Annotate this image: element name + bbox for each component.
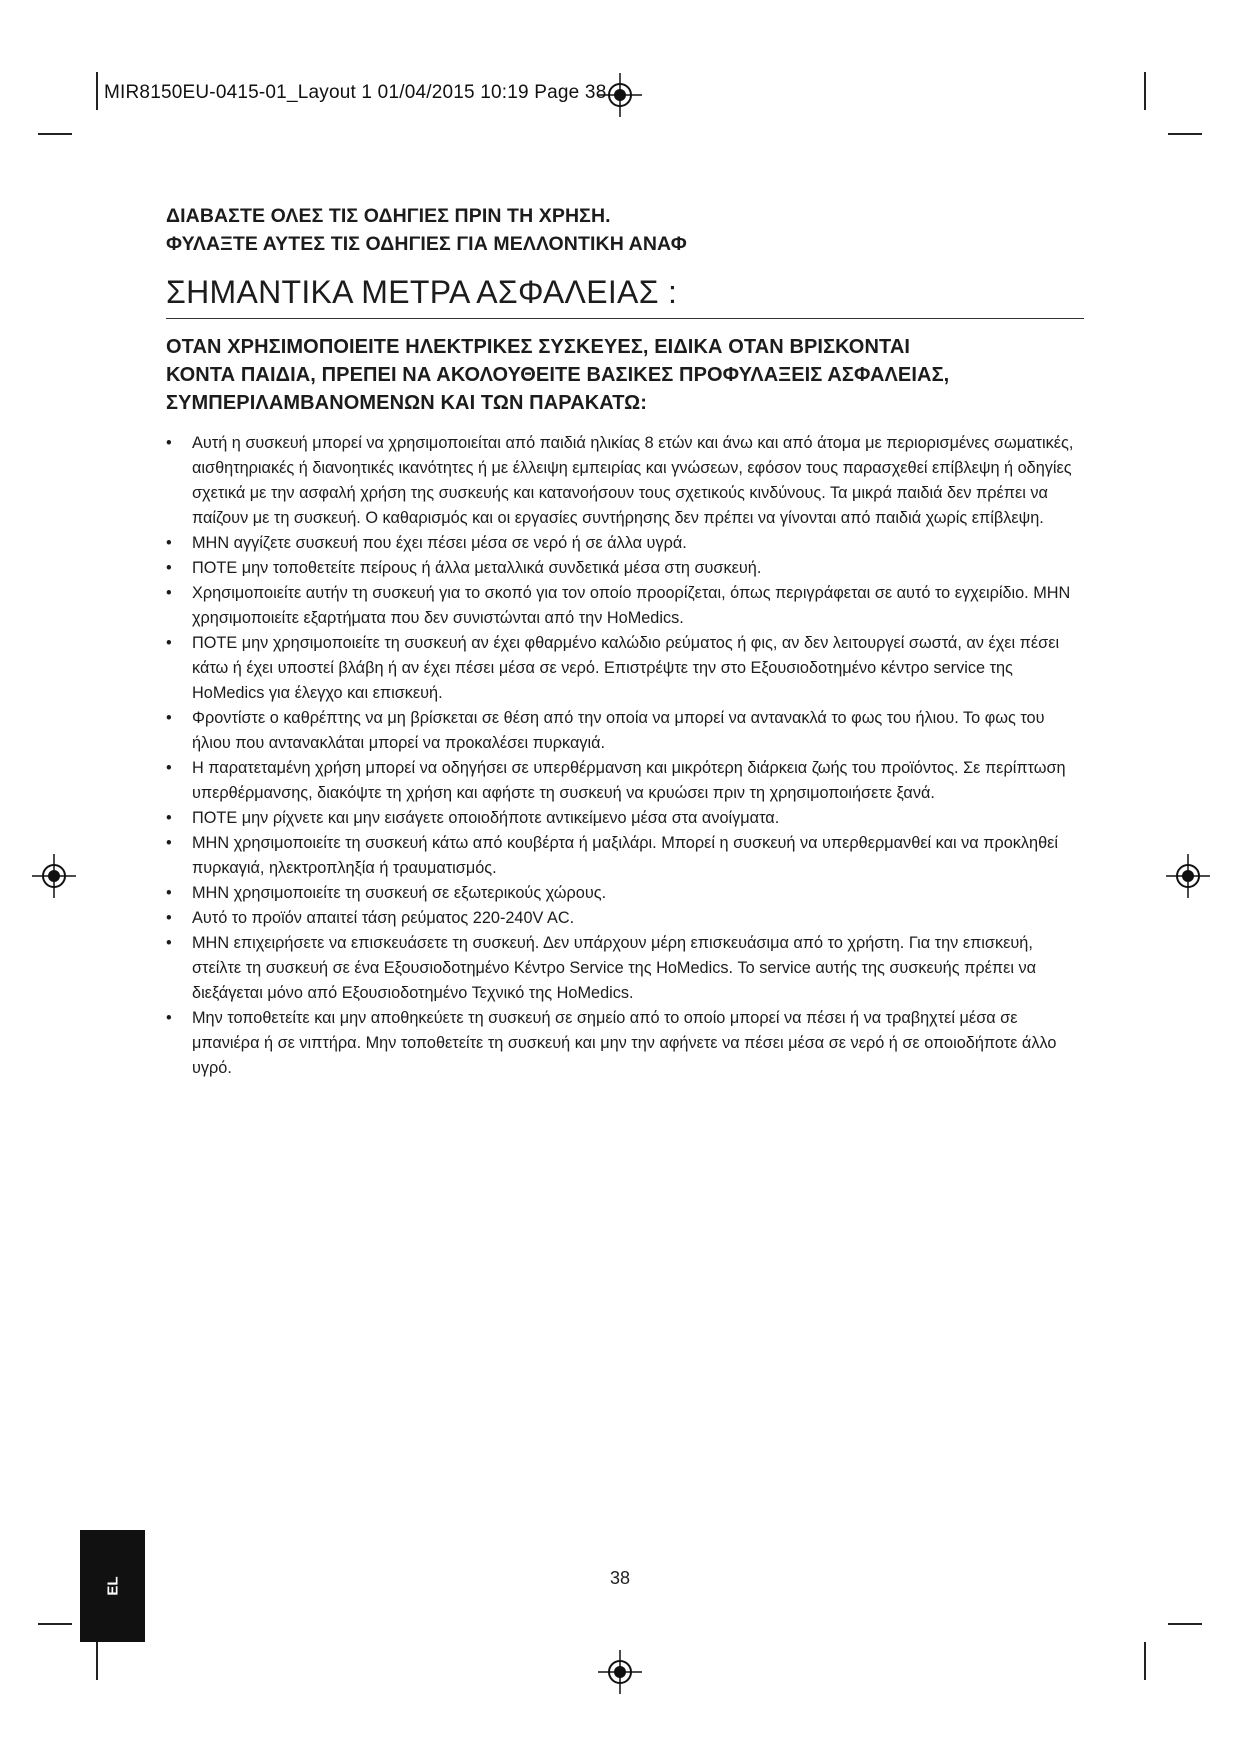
- crop-mark-top-left-horizontal: [38, 133, 72, 135]
- bullet-marker: •: [166, 934, 172, 952]
- crop-mark-top-right-horizontal: [1168, 133, 1202, 135]
- list-item-text: Φροντίστε ο καθρέπτης να μη βρίσκεται σε θέση από την οποία να μπορεί να αντανακλά το φως του ήλιου. Το φως του ήλιου που αντανακλάται μπορεί να προκαλέσει πυρκαγιά.: [192, 709, 1045, 752]
- list-item: [166, 806, 1084, 831]
- list-item: [166, 906, 1084, 931]
- warning-line-2: ΚΟΝΤΑ ΠΑΙΔΙΑ, ΠΡΕΠΕΙ ΝΑ ΑΚΟΛΟΥΘΕΙΤΕ ΒΑΣΙΚΕΣ ΠΡΟΦΥΛΑΞΕΙΣ ΑΣΦΑΛΕΙΑΣ,: [166, 364, 950, 386]
- list-item: [166, 556, 1084, 581]
- crop-mark-top-left-vertical: [96, 72, 98, 110]
- list-item-text: Αυτή η συσκευή μπορεί να χρησιμοποιείται από παιδιά ηλικίας 8 ετών και άνω και από άτομα με περιορισμένες σωματικές, αισθητηριακές ή διανοητικές ικανότητες ή με έλλειψη εμπειρίας και γνώσεων, εφόσον τους παρασχεθεί επίβλεψη ή οδηγίες σχετικά με την ασφαλή χρήση της συσκευής και κατανοήσουν τους σχετικούς κινδύνους. Τα μικρά παιδιά δεν πρέπει να παίζουν με τη συσκευή. Ο καθαρισμός και οι εργασίες συντήρησης δεν πρέπει να γίνονται από παιδιά χωρίς επίβλεψη.: [192, 434, 1074, 527]
- page-number: 38: [609, 1568, 631, 1588]
- list-item-text: ΜΗΝ χρησιμοποιείτε τη συσκευή κάτω από κουβέρτα ή μαξιλάρι. Μπορεί η συσκευή να υπερθερμανθεί και να προκληθεί πυρκαγιά, ηλεκτροπληξία ή τραυματισμός.: [192, 834, 1059, 877]
- list-item: [166, 706, 1084, 756]
- registration-mark-icon-top: [598, 73, 642, 117]
- list-item: [166, 1006, 1084, 1081]
- intro-heading: [166, 202, 1084, 258]
- section-title: ΣΗΜΑΝΤΙΚΑ ΜΕΤΡΑ ΑΣΦΑΛΕΙΑΣ :: [166, 272, 1084, 319]
- bullet-marker: •: [166, 559, 172, 577]
- language-tab: [80, 1530, 145, 1642]
- list-item: [166, 931, 1084, 1006]
- crop-mark-bottom-right-horizontal: [1168, 1623, 1202, 1625]
- registration-mark-icon-left: [32, 854, 76, 898]
- bullet-marker: •: [166, 534, 172, 552]
- warning-line-3: ΣΥΜΠΕΡΙΛΑΜΒΑΝΟΜΕΝΩΝ ΚΑΙ ΤΩΝ ΠΑΡΑΚΑΤΩ:: [166, 392, 648, 414]
- list-item: [166, 831, 1084, 881]
- list-item-text: ΠΟΤΕ μην ρίχνετε και μην εισάγετε οποιοδήποτε αντικείμενο μέσα στα ανοίγματα.: [192, 809, 780, 827]
- main-content: [166, 202, 1084, 1081]
- warning-line-1: ΟΤΑΝ ΧΡΗΣΙΜΟΠΟΙΕΙΤΕ ΗΛΕΚΤΡΙΚΕΣ ΣΥΣΚΕΥΕΣ, ΕΙΔΙΚΑ ΟΤΑΝ ΒΡΙΣΚΟΝΤΑΙ: [166, 336, 911, 358]
- language-tab-label: EL: [104, 1576, 121, 1596]
- crop-mark-top-right-vertical: [1144, 72, 1146, 110]
- list-item: [166, 431, 1084, 531]
- list-item-text: Η παρατεταμένη χρήση μπορεί να οδηγήσει σε υπερθέρμανση και μικρότερη διάρκεια ζωής του προϊόντος. Σε περίπτωση υπερθέρμανσης, διακόψτε τη χρήση και αφήστε τη συσκευή να κρυώσει πριν τη χρησιμοποιήσετε ξανά.: [192, 759, 1066, 802]
- list-item-text: Μην τοποθετείτε και μην αποθηκεύετε τη συσκευή σε σημείο από το οποίο μπορεί να πέσει ή να τραβηχτεί μέσα σε μπανιέρα ή σε νιπτήρα. Μην τοποθετείτε τη συσκευή και μην την αφήνετε να πέσει μέσα σε νερό ή σε οποιοδήποτε άλλο υγρό.: [192, 1009, 1057, 1077]
- warning-heading: [166, 333, 1084, 417]
- bullet-marker: •: [166, 809, 172, 827]
- bullet-marker: •: [166, 909, 172, 927]
- crop-mark-bottom-left-horizontal: [38, 1623, 72, 1625]
- intro-line-2: ΦΥΛΑΞΤΕ ΑΥΤΕΣ ΤΙΣ ΟΔΗΓΙΕΣ ΓΙΑ ΜΕΛΛΟΝΤΙΚΗ ΑΝΑΦ: [166, 233, 687, 255]
- list-item: [166, 581, 1084, 631]
- registration-mark-icon-bottom: [598, 1650, 642, 1694]
- list-item: [166, 531, 1084, 556]
- list-item: [166, 631, 1084, 706]
- list-item-text: ΜΗΝ αγγίζετε συσκευή που έχει πέσει μέσα σε νερό ή σε άλλα υγρά.: [192, 534, 687, 552]
- list-item: [166, 881, 1084, 906]
- bullet-marker: •: [166, 634, 172, 652]
- bullet-marker: •: [166, 759, 172, 777]
- list-item: [166, 756, 1084, 806]
- bullet-marker: •: [166, 834, 172, 852]
- crop-mark-bottom-right-vertical: [1144, 1642, 1146, 1680]
- list-item-text: Χρησιμοποιείτε αυτήν τη συσκευή για το σκοπό για τον οποίο προορίζεται, όπως περιγράφεται σε αυτό το εγχειρίδιο. ΜΗΝ χρησιμοποιείτε εξαρτήματα που δεν συνιστώνται από την HoMedics.: [192, 584, 1071, 627]
- list-item-text: ΠΟΤΕ μην χρησιμοποιείτε τη συσκευή αν έχει φθαρμένο καλώδιο ρεύματος ή φις, αν δεν λειτουργεί σωστά, αν έχει πέσει κάτω ή έχει υποστεί βλάβη ή αν έχει πέσει μέσα σε νερό. Επιστρέψτε την στο Εξουσιοδοτημένο κέντρο service της HoMedics για έλεγχο και επισκευή.: [192, 634, 1060, 702]
- registration-mark-icon-right: [1166, 854, 1210, 898]
- bullet-marker: •: [166, 1009, 172, 1027]
- list-item-text: ΜΗΝ επιχειρήσετε να επισκευάσετε τη συσκευή. Δεν υπάρχουν μέρη επισκευάσιμα από το χρήστη. Για την επισκευή, στείλτε τη συσκευή σε ένα Εξουσιοδοτημένο Κέντρο Service της HoMedics. Το service αυτής της συσκευής πρέπει να διεξάγεται μόνο από Εξουσιοδοτημένο Τεχνικό της HoMedics.: [192, 934, 1037, 1002]
- bullet-marker: •: [166, 709, 172, 727]
- crop-mark-bottom-left-vertical: [96, 1642, 98, 1680]
- bullet-marker: •: [166, 584, 172, 602]
- safety-list: [166, 431, 1084, 1081]
- list-item-text: ΜΗΝ χρησιμοποιείτε τη συσκευή σε εξωτερικούς χώρους.: [192, 884, 607, 902]
- print-slug: MIR8150EU-0415-01_Layout 1 01/04/2015 10:19 Page 38: [104, 82, 607, 103]
- intro-line-1: ΔΙΑΒΑΣΤΕ ΟΛΕΣ ΤΙΣ ΟΔΗΓΙΕΣ ΠΡΙΝ ΤΗ ΧΡΗΣΗ.: [166, 205, 611, 227]
- bullet-marker: •: [166, 884, 172, 902]
- bullet-marker: •: [166, 434, 172, 452]
- list-item-text: ΠΟΤΕ μην τοποθετείτε πείρους ή άλλα μεταλλικά συνδετικά μέσα στη συσκευή.: [192, 559, 762, 577]
- list-item-text: Αυτό το προϊόν απαιτεί τάση ρεύματος 220-240V AC.: [192, 909, 575, 927]
